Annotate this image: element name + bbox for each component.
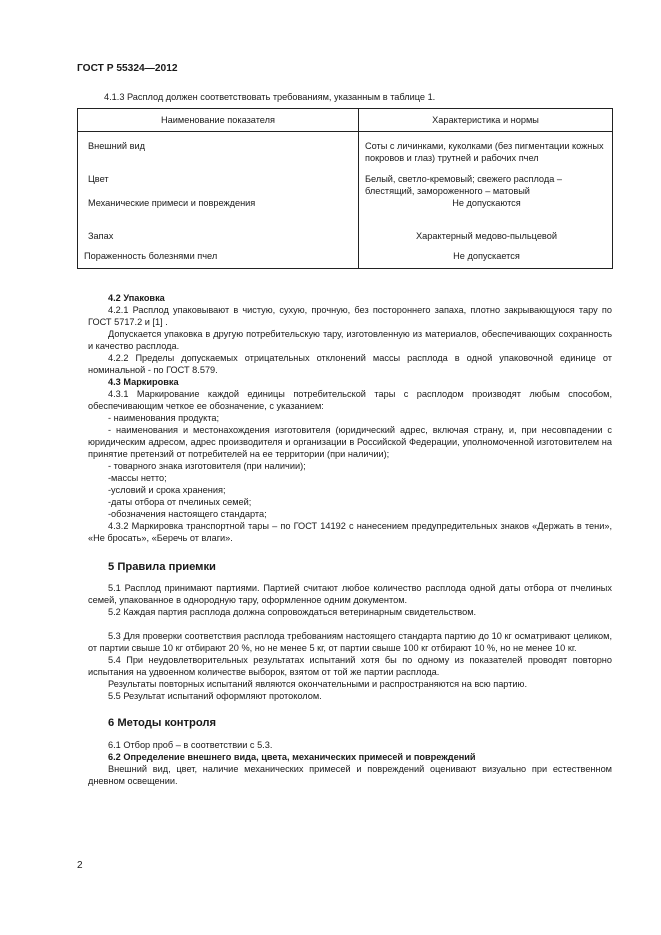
- paragraph-6-2: Внешний вид, цвет, наличие механических примесей и повреждений оценивают визуально при естественном дневном освещении.: [88, 764, 612, 786]
- table-header-name: Наименование показателя: [78, 109, 359, 132]
- intro-text: 4.1.3 Расплод должен соответствовать требованиям, указанным в таблице 1.: [104, 92, 436, 102]
- paragraph-5-1: 5.1 Расплод принимают партиями. Партией считают любое количество расплода одной даты отбора от пчелиных семей, упакованное в однородную тару, оформленное одним документом.: [88, 583, 612, 605]
- row-name-impurities: Механические примеси и повреждения: [78, 197, 359, 230]
- table-row: [78, 132, 613, 173]
- paragraph-6-1: 6.1 Отбор проб – в соответствии с 5.3.: [108, 740, 273, 750]
- document-body: [88, 292, 612, 787]
- row-value-smell: Характерный медово-пыльцевой: [359, 230, 613, 250]
- table-header-characteristics: Характеристика и нормы: [359, 109, 613, 132]
- paragraph-5-2: 5.2 Каждая партия расплода должна сопровождаться ветеринарным свидетельством.: [108, 607, 477, 617]
- list-item: -условий и срока хранения;: [108, 485, 226, 495]
- paragraph-4-3-2: 4.3.2 Маркировка транспортной тары – по ГОСТ 14192 с нанесением предупредительных знаков «Держать в тени», «Не бросать», «Беречь от влаги».: [88, 521, 612, 543]
- section-6-2-title: 6.2 Определение внешнего вида, цвета, механических примесей и повреждений: [108, 752, 476, 762]
- section-4-3-title: 4.3 Маркировка: [108, 377, 179, 387]
- section-5-title: 5 Правила приемки: [108, 561, 216, 573]
- paragraph-4-2-1-cont: Допускается упаковка в другую потребительскую тару, изготовленную из материалов, обеспечивающих сохранность и качество расплода.: [88, 329, 612, 351]
- paragraph-4-2-2: 4.2.2 Пределы допускаемых отрицательных отклонений массы расплода в одной упаковочной единице от номинальной - по ГОСТ 8.579.: [88, 353, 612, 375]
- list-item: -даты отбора от пчелиных семей;: [108, 497, 252, 507]
- list-item: - наименования продукта;: [108, 413, 219, 423]
- paragraph-5-4-cont: Результаты повторных испытаний являются окончательными и распространяются на всю партию.: [108, 679, 527, 689]
- row-value-impurities: Не допускаются: [359, 197, 613, 230]
- row-value-color: Белый, светло-кремовый; свежего расплода – блестящий, замороженного – матовый: [359, 172, 613, 197]
- table-row: [78, 230, 613, 250]
- section-6-title: 6 Методы контроля: [108, 717, 217, 729]
- row-name-appearance: Внешний вид: [78, 132, 359, 173]
- requirements-table: [77, 108, 613, 269]
- list-item: -обозначения настоящего стандарта;: [108, 509, 267, 519]
- table-header-row: [78, 109, 613, 132]
- paragraph-5-4: 5.4 При неудовлетворительных результатах испытаний хотя бы по одному из показателей проводят повторно испытания на удвоенном количестве выборок, взятом от той же партии расплода.: [88, 655, 612, 677]
- row-value-appearance: Соты с личинками, куколками (без пигментации кожных покровов и глаз) трутней и рабочих пчел: [359, 132, 613, 173]
- row-value-disease: Не допускается: [359, 250, 613, 269]
- page-number: 2: [77, 860, 83, 871]
- list-item: - товарного знака изготовителя (при наличии);: [108, 461, 306, 471]
- table-row: [78, 197, 613, 230]
- paragraph-4-2-1: 4.2.1 Расплод упаковывают в чистую, сухую, прочную, без постороннего запаха, плотно закрывающуюся тару по ГОСТ 5717.2 и [1] .: [88, 305, 612, 327]
- table-row: [78, 172, 613, 197]
- row-name-disease: Пораженность болезнями пчел: [78, 250, 359, 269]
- list-item: -массы нетто;: [108, 473, 167, 483]
- row-name-color: Цвет: [78, 172, 359, 197]
- paragraph-5-3: 5.3 Для проверки соответствия расплода требованиям настоящего стандарта партию до 10 кг осматривают целиком, от партии свыше 10 кг отбирают 20 %, но не менее 5 кг, от партии свыше 100 кг отбирают 10 %, но не менее 10 кг.: [88, 631, 612, 653]
- paragraph-4-3-1: 4.3.1 Маркирование каждой единицы потребительской тары с расплодом производят любым способом, обеспечивающим четкое ее обозначение, с указанием:: [88, 389, 612, 411]
- section-4-2-title: 4.2 Упаковка: [108, 293, 165, 303]
- row-name-smell: Запах: [78, 230, 359, 250]
- list-item: - наименования и местонахождения изготовителя (юридический адрес, включая страну, и, при несовпадении с юридическим адресом, адрес производителя и организации в Российской Федерации, уполномоченной изготовителем на принятие претензий от потребителей на ее территории (при наличии);: [88, 425, 612, 459]
- table-row: [78, 250, 613, 269]
- paragraph-5-5: 5.5 Результат испытаний оформляют протоколом.: [108, 691, 322, 701]
- document-header: ГОСТ Р 55324—2012: [77, 63, 178, 74]
